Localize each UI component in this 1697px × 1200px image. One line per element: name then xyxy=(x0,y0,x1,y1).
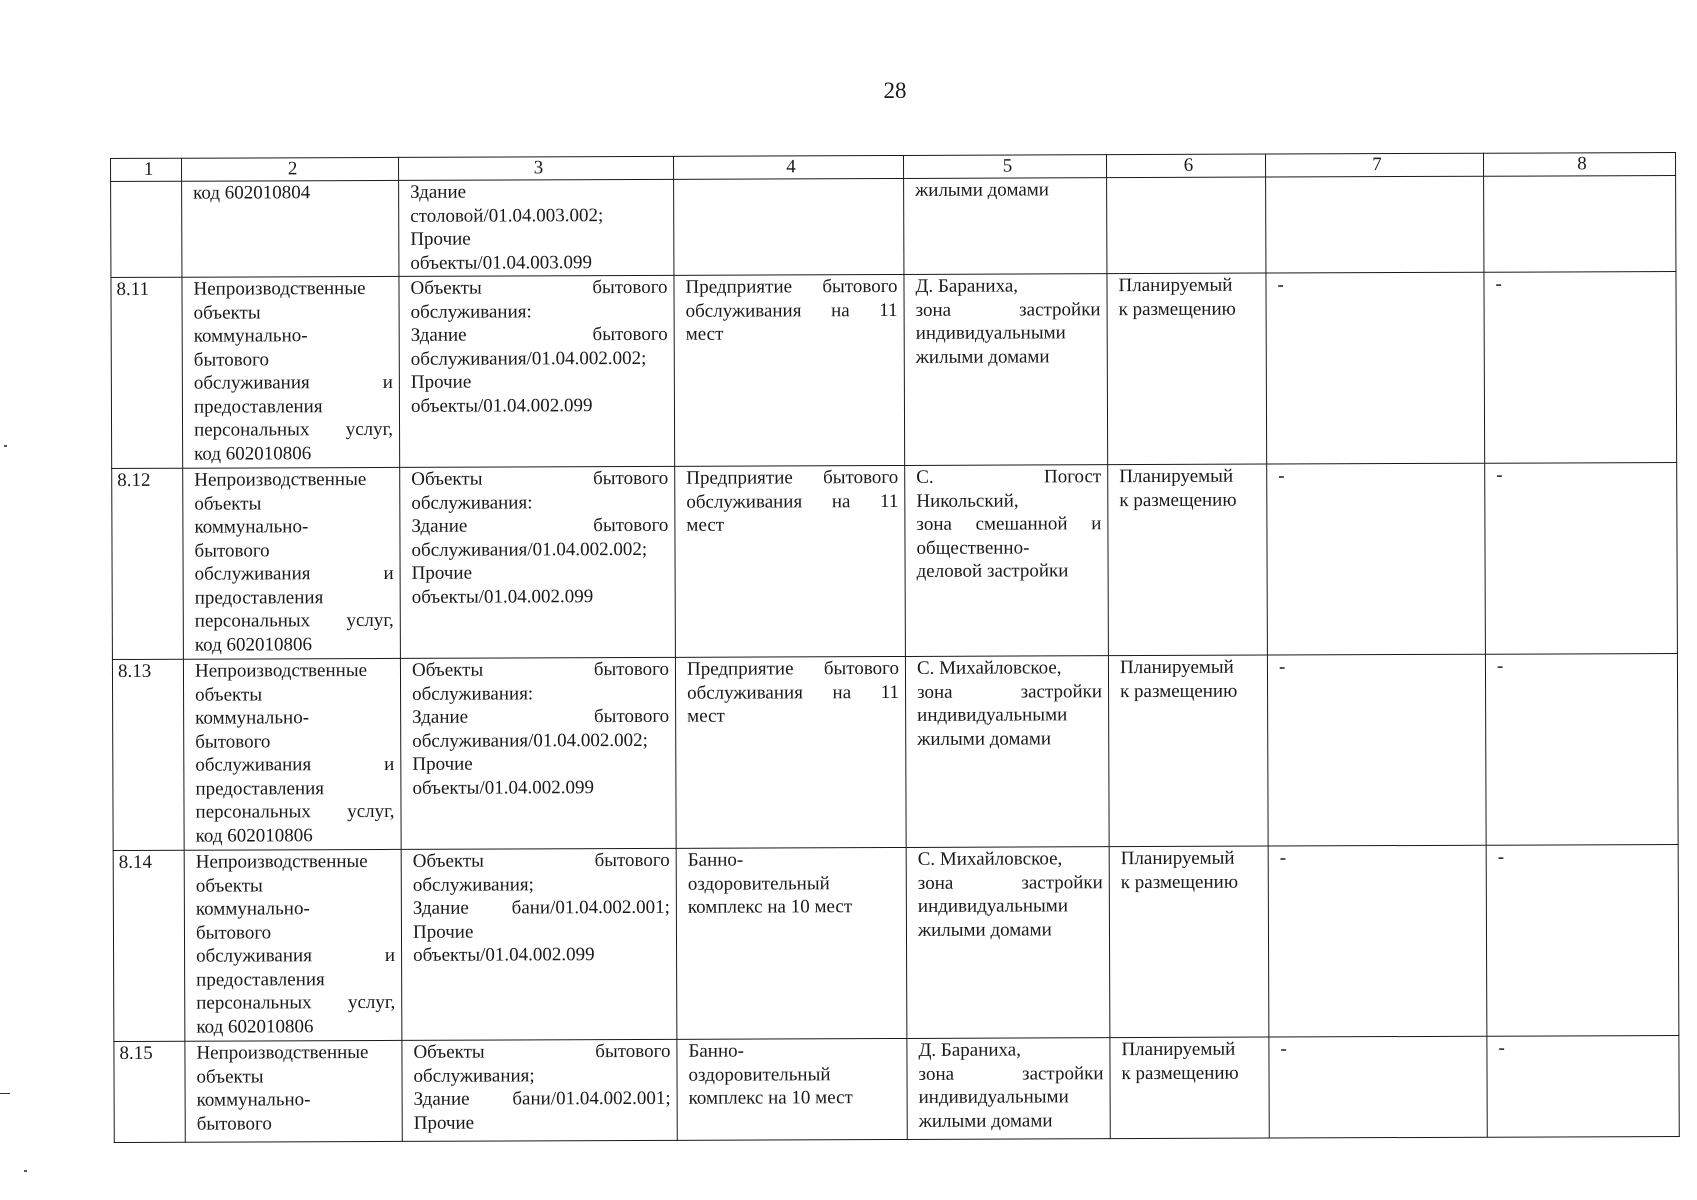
text-line: Предприятие бытового xyxy=(686,657,900,680)
text-line: зона застройки xyxy=(917,871,1103,894)
text-line: Непроизводственные xyxy=(193,278,366,300)
text-line: Прочие xyxy=(410,371,472,393)
cell-number: 8.14 xyxy=(113,850,185,1041)
text-line: бытового xyxy=(195,921,272,944)
cell-object-type xyxy=(185,1040,402,1142)
cell-col7 xyxy=(1266,176,1484,273)
text-line: коммунально- xyxy=(195,898,310,920)
text-line: коммунально- xyxy=(193,325,308,347)
text-line: обслуживания: xyxy=(410,300,532,323)
cell-number: 8.12 xyxy=(112,468,184,659)
cell-object-name xyxy=(675,465,906,657)
cell-status xyxy=(1107,177,1266,274)
text-line: индивидуальными xyxy=(917,895,1069,917)
cell-col8: - xyxy=(1487,1035,1679,1137)
text-line: деловой застройки xyxy=(916,560,1069,582)
text-line: индивидуальными xyxy=(918,1086,1069,1108)
cell-object-name xyxy=(674,274,905,466)
cell-col7: - xyxy=(1268,845,1487,1037)
text-line: обслуживания и xyxy=(195,753,395,776)
text-line: зона застройки xyxy=(917,680,1103,703)
text-line: объекты/01.04.002.099 xyxy=(412,776,594,799)
cell-location xyxy=(905,656,1109,848)
text-line: обслуживания и xyxy=(193,371,393,394)
cell-number: 8.13 xyxy=(112,659,184,850)
text-line: код 602010806 xyxy=(195,824,313,847)
text-line: мест xyxy=(687,705,725,727)
text-line: Банно- xyxy=(688,1040,744,1062)
cell-status xyxy=(1107,273,1267,465)
cell-number: 8.15 xyxy=(114,1041,185,1142)
cell-col8: - xyxy=(1486,844,1679,1036)
text-line: объекты xyxy=(195,683,263,706)
cell-status xyxy=(1108,464,1268,656)
text-line: Здание бытового xyxy=(411,514,669,537)
table-row xyxy=(112,653,1678,850)
text-line: код 602010804 xyxy=(193,182,311,204)
cell-object-type xyxy=(182,276,400,468)
text-line: мест xyxy=(685,323,724,345)
header-cell: 4 xyxy=(673,155,903,179)
text-line: С. Погост xyxy=(916,466,1102,488)
cell-location xyxy=(905,465,1109,657)
text-line: код 602010806 xyxy=(194,633,313,656)
table-row xyxy=(114,1035,1679,1142)
text-line: к размещению xyxy=(1120,871,1239,893)
text-line: к размещению xyxy=(1119,489,1237,511)
text-line: код 602010806 xyxy=(196,1015,314,1038)
cell-col8: - xyxy=(1484,271,1677,463)
cell-location xyxy=(904,178,1107,275)
header-cell: 2 xyxy=(182,157,399,181)
text-line: обслуживания/01.04.002.002; xyxy=(411,538,648,561)
text-line: жилыми домами xyxy=(917,918,1052,941)
table-row xyxy=(113,844,1679,1041)
text-line: Прочие xyxy=(412,921,474,943)
header-cell: 5 xyxy=(903,155,1106,179)
cell-col8: - xyxy=(1485,653,1678,845)
text-line: зона застройки xyxy=(915,298,1101,321)
table-row-continuation xyxy=(111,175,1676,277)
cell-object-name xyxy=(677,1038,907,1140)
cell-col7: - xyxy=(1267,654,1486,846)
text-line: Предприятие бытового xyxy=(685,275,898,298)
text-line: обслуживания на 11 xyxy=(687,681,900,704)
text-line: обслуживания и xyxy=(194,562,394,585)
text-line: объекты xyxy=(194,492,262,515)
page-number: 28 xyxy=(883,78,907,103)
cell-location xyxy=(904,274,1108,466)
header-cell: 1 xyxy=(111,158,182,181)
text-line: общественно- xyxy=(916,536,1030,559)
text-line: код 602010806 xyxy=(194,442,312,465)
text-line: персональных услуг, xyxy=(194,418,394,441)
cell-status xyxy=(1108,655,1268,847)
text-line: мест xyxy=(686,514,725,536)
text-line: жилыми домами xyxy=(918,1109,1053,1132)
text-line: Непроизводственные xyxy=(194,469,367,491)
text-line: Непроизводственные xyxy=(196,1042,369,1064)
text-line: Здание бытового xyxy=(410,323,668,346)
text-line: персональных услуг, xyxy=(196,991,396,1014)
text-line: бытового xyxy=(196,1112,272,1135)
text-line: Планируемый xyxy=(1119,465,1234,488)
text-line: Предприятие бытового xyxy=(686,466,899,489)
text-line: к размещению xyxy=(1120,680,1238,702)
cell-col8: - xyxy=(1485,462,1678,654)
cell-object-type xyxy=(184,849,402,1041)
cell-number: 8.11 xyxy=(111,277,183,468)
cell-col8 xyxy=(1484,175,1676,272)
text-line: обслуживания на 11 xyxy=(686,490,899,513)
cell-object-kind xyxy=(401,848,677,1040)
cell-object-name xyxy=(674,178,904,275)
text-line: объекты/01.04.002.099 xyxy=(413,944,595,966)
text-line: жилыми домами xyxy=(915,179,1049,201)
text-line: Здание бани/01.04.002.001; xyxy=(412,896,670,919)
cell-object-kind xyxy=(399,179,674,276)
text-line: коммунально- xyxy=(194,516,309,538)
cell-object-type xyxy=(183,658,401,850)
text-line: комплекс на 10 мест xyxy=(687,896,853,918)
text-line: Объекты бытового xyxy=(411,467,669,490)
cell-location xyxy=(907,1038,1110,1140)
text-line: Планируемый xyxy=(1119,656,1234,679)
text-line: коммунально- xyxy=(195,707,310,729)
text-line: предоставления xyxy=(193,395,323,418)
text-line: оздоровительный xyxy=(687,872,830,895)
text-line: зона застройки xyxy=(918,1062,1104,1085)
objects-table xyxy=(110,152,1680,1143)
cell-col7: - xyxy=(1269,1036,1487,1138)
cell-object-name xyxy=(675,656,906,848)
text-line: Объекты бытового xyxy=(410,276,668,299)
cell-object-type xyxy=(183,467,401,659)
cell-status xyxy=(1109,846,1269,1038)
text-line: Планируемый xyxy=(1120,847,1235,870)
cell-number xyxy=(111,181,182,277)
text-line: Непроизводственные xyxy=(194,660,368,682)
text-line: Прочие xyxy=(412,753,473,775)
text-line: объекты/01.04.002.099 xyxy=(410,394,593,417)
text-line: столовой/01.04.003.002; xyxy=(410,204,604,227)
scan-speck xyxy=(4,445,7,447)
text-line: к размещению xyxy=(1118,298,1236,320)
text-line: обслуживания и xyxy=(196,944,396,967)
header-cell: 3 xyxy=(398,156,673,180)
header-cell: 8 xyxy=(1483,152,1675,176)
text-line: Планируемый xyxy=(1118,274,1233,297)
text-line: бытового xyxy=(193,348,269,371)
text-line: С. Михайловское, xyxy=(917,848,1063,870)
text-line: объекты/01.04.002.099 xyxy=(411,585,594,608)
text-line: объекты xyxy=(195,874,263,897)
margin-mark xyxy=(0,1093,10,1094)
text-line: Банно- xyxy=(687,849,744,871)
text-line: Д. Бараниха, xyxy=(918,1039,1021,1061)
cell-object-kind xyxy=(400,466,676,658)
text-line: предоставления xyxy=(195,777,325,800)
text-line: Здание бани/01.04.002.001; xyxy=(413,1087,671,1110)
text-line: Здание бытового xyxy=(412,705,670,728)
cell-object-kind xyxy=(399,275,675,467)
text-line: объекты xyxy=(193,301,261,324)
text-line: С. Михайловское, xyxy=(916,657,1062,679)
text-line: бытового xyxy=(195,730,271,753)
text-line: жилыми домами xyxy=(915,345,1050,368)
text-line: Прочие xyxy=(411,562,473,584)
text-line: бытового xyxy=(194,539,270,562)
text-line: обслуживания/01.04.002.002; xyxy=(412,729,648,752)
text-line: Объекты бытового xyxy=(411,658,670,681)
cell-col7: - xyxy=(1266,272,1485,464)
text-line: обслуживания; xyxy=(412,873,534,896)
text-line: индивидуальными xyxy=(917,704,1068,726)
cell-object-kind xyxy=(402,1039,677,1141)
text-line: объекты xyxy=(196,1065,264,1088)
text-line: комплекс на 10 мест xyxy=(688,1087,853,1109)
text-line: Д. Бараниха, xyxy=(915,275,1019,297)
text-line: обслуживания; xyxy=(413,1064,535,1087)
scan-speck xyxy=(24,1170,27,1172)
text-line: обслуживания: xyxy=(411,491,533,514)
text-line: Объекты бытового xyxy=(412,849,670,872)
cell-object-kind xyxy=(400,657,676,849)
text-line: жилыми домами xyxy=(917,727,1052,750)
text-line: индивидуальными xyxy=(915,322,1066,344)
text-line: персональных услуг, xyxy=(195,800,395,823)
cell-col7: - xyxy=(1267,463,1486,655)
text-line: обслуживания: xyxy=(412,682,534,705)
cell-status xyxy=(1110,1037,1269,1139)
text-line: предоставления xyxy=(194,586,324,609)
text-line: предоставления xyxy=(196,968,325,991)
header-cell: 6 xyxy=(1106,154,1265,178)
text-line: Прочие xyxy=(413,1112,475,1134)
table-row xyxy=(112,462,1678,659)
text-line: обслуживания/01.04.002.002; xyxy=(410,347,647,370)
header-cell: 7 xyxy=(1265,153,1483,177)
text-line: Прочие xyxy=(410,228,471,250)
table-row xyxy=(111,271,1677,468)
text-line: Здание xyxy=(410,181,467,203)
text-line: объекты/01.04.003.099 xyxy=(410,251,592,274)
cell-location xyxy=(906,847,1110,1039)
text-line: персональных услуг, xyxy=(194,609,394,632)
text-line: к размещению xyxy=(1121,1062,1239,1084)
text-line: Объекты бытового xyxy=(413,1040,671,1063)
text-line: Планируемый xyxy=(1121,1038,1236,1061)
cell-object-name xyxy=(676,847,907,1039)
text-line: Никольский, xyxy=(916,490,1019,512)
text-line: зона смешанной и xyxy=(916,513,1102,535)
cell-object-type xyxy=(182,180,399,277)
text-line: коммунально- xyxy=(196,1089,311,1111)
text-line: оздоровительный xyxy=(688,1063,831,1086)
text-line: обслуживания на 11 xyxy=(685,299,898,322)
text-line: Непроизводственные xyxy=(195,851,368,873)
